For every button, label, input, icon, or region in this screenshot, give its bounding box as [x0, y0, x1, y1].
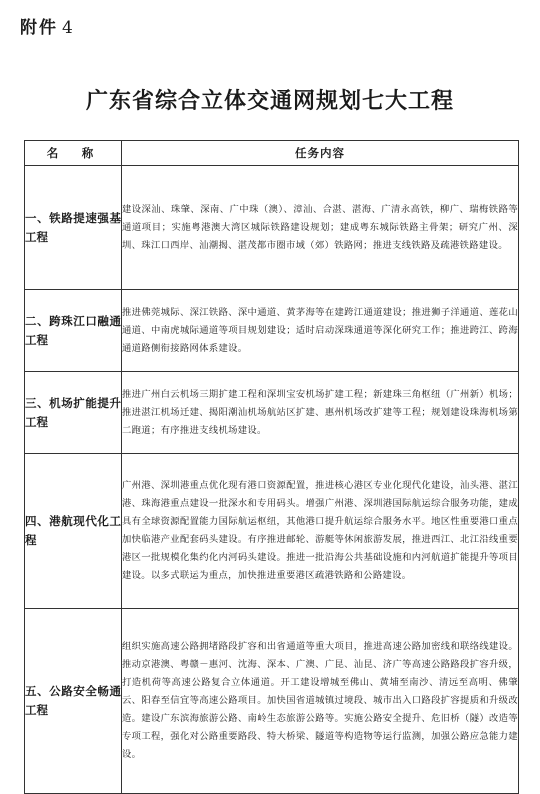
table-header-row: [25, 141, 519, 166]
row-content: 推进广州白云机场三期扩建工程和深圳宝安机场扩建工程；新建珠三角枢纽（广州新）机场；推进湛江机场迁建、揭阳潮汕机场航站区扩建、惠州机场改扩建等工程；规划建设珠海机场第二跑道；有序推进支线机场建设。: [122, 372, 519, 454]
projects-table: [24, 140, 519, 794]
table-row: [25, 290, 519, 372]
row-content: 广州港、深圳港重点优化现有港口资源配置，推进核心港区专业化现代化建设，汕头港、湛江港、珠海港重点建设一批深水和专用码头。增强广州港、深圳港国际航运综合服务功能，建成具有全球资源配置能力国际航运枢纽，其他港口提升航运综合服务水平。地区性重要港口重点加快临港产业配套码头建设。有序推进邮轮、游艇等休闲旅游发展，推进西江、北江沿线重要港区一批规模化集约化内河码头建设。推进一批沿海公共基础设施和内河航道扩能提升等项目建设。以多式联运为重点，加快推进重要港区疏港铁路和公路建设。: [122, 454, 519, 609]
page-title: 广东省综合立体交通网规划七大工程: [85, 88, 454, 114]
row-content: 推进佛莞城际、深江铁路、深中通道、黄茅海等在建跨江通道建设；推进狮子洋通道、莲花山通道、中南虎城际通道等项目规划建设；适时启动深珠通道等深化研究工作；推进跨江、跨海通道路侧衔接路网体系建设。: [122, 290, 519, 372]
header-name: 名 称: [25, 141, 122, 166]
table-row: [25, 372, 519, 454]
row-content: 建设深汕、珠肇、深南、广中珠（澳）、漳汕、合湛、湛海、广清永高铁，柳广、瑞梅铁路等通道项目；实施粤港澳大湾区城际铁路建设规划；建成粤东城际铁路主骨架；研究广州、深圳、珠江口西岸、汕潮揭、湛茂都市圈市域（郊）铁路网；推进支线铁路及疏港铁路建设。: [122, 166, 519, 290]
row-name: 一、铁路提速强基工程: [25, 166, 122, 290]
table-row: [25, 166, 519, 290]
row-name: 五、公路安全畅通工程: [25, 609, 122, 794]
attachment-number: 4: [62, 18, 75, 38]
row-name: 三、机场扩能提升工程: [25, 372, 122, 454]
table-row: [25, 454, 519, 609]
attachment-word: 附件: [20, 18, 58, 38]
row-content: 组织实施高速公路拥堵路段扩容和出省通道等重大项目，推进高速公路加密线和联络线建设。推动京港澳、粤赣－惠河、沈海、深本、广澳、广昆、汕昆、济广等高速公路路段扩容升级，打造机荷等高速公路复合立体通道。开工建设增城至佛山、黄埔至南沙、清远至高明、佛肇云、阳春至信宜等高速公路项目。加快国省道城镇过境段、城市出入口路段扩容提质和升级改造。建设广东滨海旅游公路、南岭生态旅游公路等。实施公路安全提升、危旧桥（隧）改造等专项工程，强化对公路重要路段、特大桥梁、隧道等构造物等运行监测，加强公路应急能力建设。: [122, 609, 519, 794]
row-name: 二、跨珠江口融通工程: [25, 290, 122, 372]
attachment-label: [20, 13, 75, 38]
header-content: 任务内容: [122, 141, 519, 166]
table-row: [25, 609, 519, 794]
row-name: 四、港航现代化工程: [25, 454, 122, 609]
